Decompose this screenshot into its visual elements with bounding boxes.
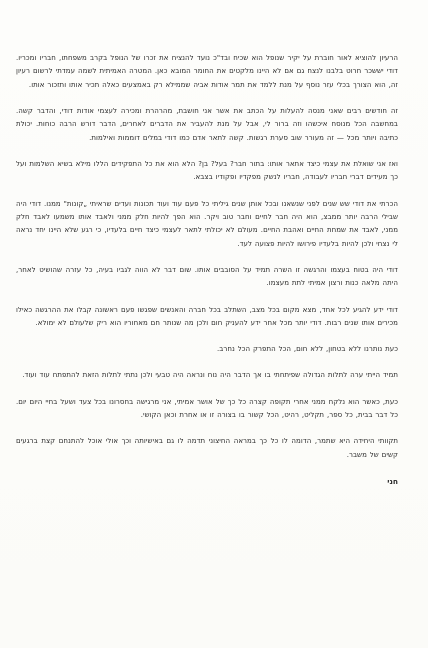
signature: חני — [387, 476, 398, 486]
paragraph-6: דודי ידע להגיע לכל אחד, מצא מקום בכל מצב, השתלב בכל חברה והאנשים שפגשו פעם ראשונה קבלו את ההרגשה כאילו מכירים אותו שנים רבות. דודי יותר מכל אחר ידע להעניק חום ולכן מה שנותר חם מאחוריו הוא ריק שלעולם לא ימולא. — [16, 305, 398, 328]
paragraph-7: כעת נותרנו ללא בטחון, ללא חום, הכל התפרק הכל נחרב. — [217, 345, 398, 354]
paragraph-2: זה חודשים רבים שאני מנסה להעלות על הכתב את אשר אני חושבת, מהרהרת ומכירה לעצמי אודות דודי, והדבר קשה. במחשבה הכל מנוסח איכשהו וזה ברור לי, אבל על מנת להעביר את הדברים לאחרים, הדבר דורש הרבה כוחות. יכולת כתיבה ויותר מכל — זה מעורר שוב סערת רגשות. קשה לתאר אדם כמו דודי במלים דוממות ואילמות. — [16, 107, 398, 142]
memorial-letter — [16, 52, 398, 488]
paragraph-3: ואז אני שואלת את עצמי כיצד אתאר אותו: בתור חבר? בעל? בן? הלא הוא את כל התפקידים הללו מילא בשיא השלמות ועל כך מעידים דברי חבריו לעבודה, חבריו לנשק מפקדיו ופקודיו בצבא. — [16, 160, 398, 182]
paragraph-10: תקוותי היחידה היא שתמר, הדומה לו כל כך במראה החיצוני תדמה לו גם באישיותה וכך אולי אוכל להתנחם קצת ברגעים קשים של משבר. — [16, 437, 398, 459]
paragraph-5: דודי היה בטוח בעצמו והרגשה זו השרה תמיד על הסובבים אותו. שום דבר לא הווה לגביו בעיה, כל עזרה שהושיט לאחר, היתה מלאה כנות ורצון אמיתי לתת מעצמו. — [16, 266, 398, 288]
paragraph-9: כעת, כאשר הוא נלקח ממני אחרי תקופה קצרה כל כך של אושר אמיתי, אני מרגישה בחסרונו בכל צעד ושעל בחיי היום יום. כל דבר בבית, כל ספר, תקליט, רהיט, הכל קשור בו בצורה זו או אחרת וכאן הקושי. — [16, 397, 398, 420]
paragraph-4: הכרתי את דודי שש שנים לפני שנשאנו ובכל אותן שנים גיליתי כל פעם עוד ועוד תכונות ועדים שראיתי „קונות" ממנו. דודי היה שבילי הרבה יותר ממבצ, הוא היה חבר לחיים וחבר טוב ויקר. הוא הפך להיות חלק ממני ולאבד אותו משמעו לאבד חלק ממני, לאבד את שמחת החיים ואהבת החיים. מעולם לא יכולתי לתאר לעצמי כיצד חיים בלעדיו, כי רגע שלא היינו יחד נראה לי נצחי ולכן להיות בלעדיו פירושו להיות פצועה לעד. — [16, 199, 398, 248]
paragraph-8: תמיד הייתי ערה לתלות הגדולה שפיתחתי בו אך הדבר היה נוח ונראה היה טבעי ולכן נתתי לתלות הזאת להתפתח עוד ועוד. — [22, 371, 398, 380]
paragraph-1: הרעיון להוציא לאור חוברת על יקיר שנופל הוא שכיח ובד"כ נועד להנציח את זכרו של הנופל בקרב משפחתו, חבריו ומכריו. דודי יששכר חרוט בלבנו לנצח גם אם לא היינו מלקטים את החומר המובא כאן. המטרה האמיתית לשמה עמדתי לרשום רעיון זה, הוא הצורך בכלי עזר נוסף על מנת ללמד את תמר אודות אביה שממילא רק באמצעים כאלה תכיר אותו ותזכור אותו. — [16, 54, 398, 89]
